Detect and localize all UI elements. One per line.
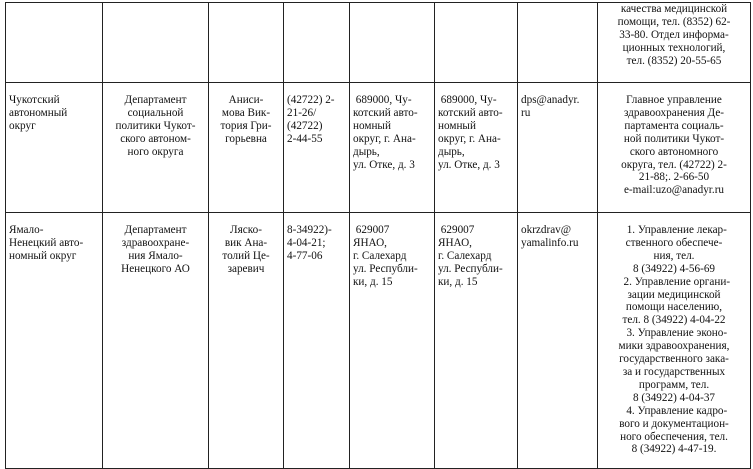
department-cell bbox=[103, 3, 209, 83]
address-cell: 689000, Чу- котский авто- номный округ, г. Ана- дырь, ул. Отке, д. 3 bbox=[350, 83, 435, 213]
email-cell: okrzdrav@ yamalinfo.ru bbox=[518, 213, 598, 469]
email-cell bbox=[518, 3, 598, 83]
notes-cell: 1. Управление лекар- ственного обеспече- ния, тел. 8 (34922) 4-56-69 2. Управление органи- зации медицинской помощи населению, тел. 8 (34922) 4-04-22 3. Управление эконо- мики здравоохранения, государственного зака- за и государственных программ, тел. 8 (34922) 4-04-37 4. Управление кадро- вого и документацион- ного обеспечения, тел. 8 (34922) 4-47-19. bbox=[598, 213, 751, 469]
address-cell bbox=[350, 3, 435, 83]
email-cell: dps@anadyr. ru bbox=[518, 83, 598, 213]
department-cell: Департамент здравоохране- ния Ямало- Ненецкого АО bbox=[103, 213, 209, 469]
table-row bbox=[6, 83, 751, 213]
contacts-table bbox=[5, 2, 751, 469]
notes-cell: качества медицинской помощи, тел. (8352) 62- 33-80. Отдел информа- ционных технологий, тел. (8352) 20-55-65 bbox=[598, 3, 751, 83]
head-cell: Ляско- вик Ана- толий Це- заревич bbox=[209, 213, 284, 469]
region-cell: Ямало- Ненецкий авто- номный округ bbox=[6, 213, 103, 469]
head-cell bbox=[209, 3, 284, 83]
table-row bbox=[6, 3, 751, 83]
region-cell bbox=[6, 3, 103, 83]
region-cell: Чукотский автономный округ bbox=[6, 83, 103, 213]
table-row bbox=[6, 213, 751, 469]
legal-address-cell: 689000, Чу- котский авто- номный округ, г. Ана- дырь, ул. Отке, д. 3 bbox=[435, 83, 518, 213]
phone-cell bbox=[284, 3, 350, 83]
address-cell: 629007 ЯНАО, г. Салехард ул. Республи- ки, д. 15 bbox=[350, 213, 435, 469]
legal-address-cell bbox=[435, 3, 518, 83]
phone-cell: (42722) 2- 21-26/ (42722) 2-44-55 bbox=[284, 83, 350, 213]
notes-cell: Главное управление здравоохранения Де- партамента социаль- ной политики Чукот- ского автономного округа, тел. (42722) 2- 21-88;. 2-66-50 e-mail:uzo@anadyr.ru bbox=[598, 83, 751, 213]
phone-cell: 8-34922)- 4-04-21; 4-77-06 bbox=[284, 213, 350, 469]
legal-address-cell: 629007 ЯНАО, г. Салехард ул. Республи- ки, д. 15 bbox=[435, 213, 518, 469]
head-cell: Аниси- мова Вик- тория Гри- горьевна bbox=[209, 83, 284, 213]
department-cell: Департамент социальной политики Чукот- ского автоном- ного округа bbox=[103, 83, 209, 213]
